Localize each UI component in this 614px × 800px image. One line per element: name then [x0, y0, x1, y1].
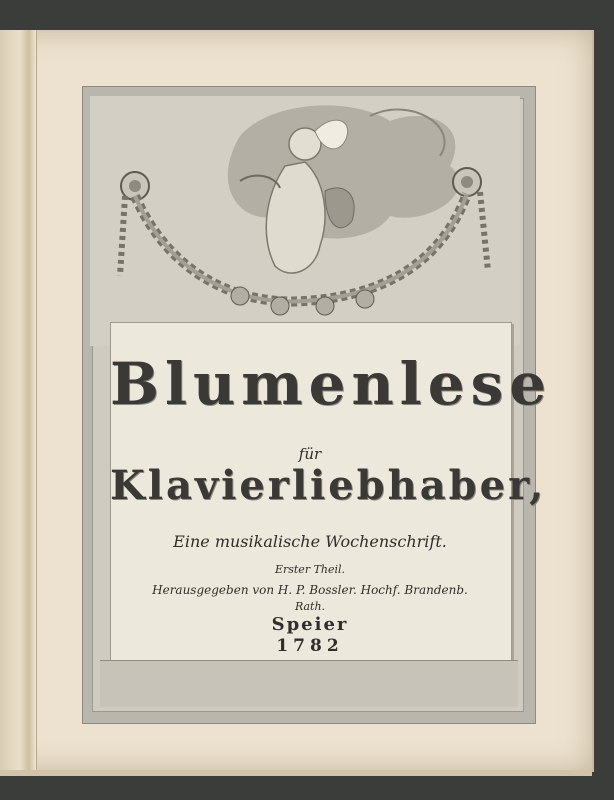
title-preposition: für [298, 445, 322, 463]
editor-line: Herausgegeben von H. P. Bossler. Hochf. Brandenb. [152, 583, 468, 597]
publication-place: Speier [271, 614, 349, 635]
book-title: Blumenlese [110, 350, 553, 418]
book-spine [0, 30, 37, 772]
editor-title: Rath. [294, 600, 326, 613]
publication-type: Eine musikalische Wochenschrift. [173, 532, 447, 551]
page-edge [0, 770, 592, 776]
book-subtitle: Klavierliebhaber, [110, 462, 547, 509]
plate-base [100, 660, 518, 707]
cherub-garland-engraving [90, 96, 520, 346]
part-label: Erster Theil. [274, 563, 346, 576]
publication-year: 1782 [276, 636, 344, 656]
